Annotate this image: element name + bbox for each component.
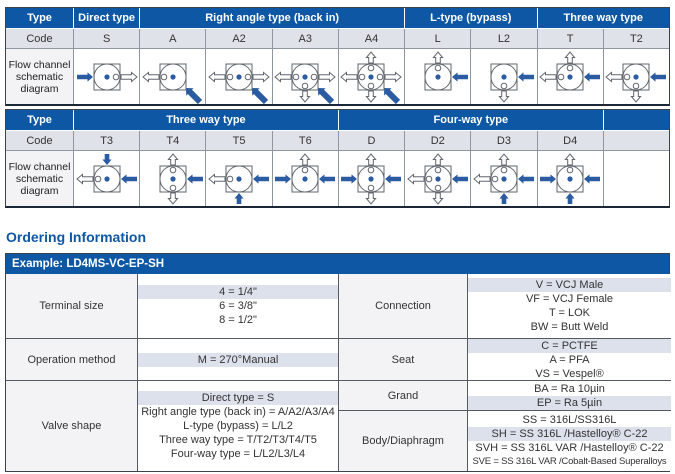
ordering-row-label: Terminal size <box>6 274 137 338</box>
option-item: BA = Ra 10µin <box>534 382 605 395</box>
option-highlighted: 4 = 1/4" <box>138 285 338 299</box>
ordering-row-label: Body/Diaphragm <box>339 410 467 471</box>
group-header-cell: Three way type <box>73 110 338 131</box>
option-item: Three way type = T/T2/T3/T4/T5 <box>159 434 317 446</box>
ordering-options-cell <box>467 410 671 471</box>
type-header-cell: Type <box>6 110 73 131</box>
code-cell: T2 <box>603 29 669 48</box>
option-highlighted: V = VCJ Male <box>468 278 671 292</box>
option-item: Right angle type (back in) = A/A2/A3/A4 <box>141 406 335 418</box>
ordering-options-cell <box>467 274 671 338</box>
code-cell: T4 <box>139 131 205 150</box>
ordering-table <box>5 253 670 472</box>
group-header-cell: Three way type <box>537 8 669 29</box>
ordering-row-label: Connection <box>339 274 467 338</box>
flow-diagram-D4 <box>538 152 602 206</box>
option-highlighted: SH = SS 316L /Hastelloy® C-22 <box>468 427 671 441</box>
flow-diagram-T2 <box>604 50 668 104</box>
flow-diagram-T4 <box>141 152 205 206</box>
group-header-cell: Four-way type <box>338 110 603 131</box>
diagram-cell <box>205 48 271 104</box>
flow-diagram-T5 <box>207 152 271 206</box>
code-cell: A4 <box>338 29 404 48</box>
ordering-body <box>6 274 669 471</box>
flow-diagram-A2 <box>207 50 271 104</box>
option-item: BW = Butt Weld <box>530 321 609 333</box>
option-highlighted: EP = Ra 5µin <box>468 396 671 410</box>
flow-diagram-T <box>538 50 602 104</box>
option-item: SS = 316L/SS316L <box>522 414 617 426</box>
code-cell: T5 <box>205 131 271 150</box>
diagram-cell <box>139 48 205 104</box>
code-cell: T3 <box>73 131 139 150</box>
diagram-cell <box>272 48 338 104</box>
option-highlighted: C = PCTFE <box>468 339 671 353</box>
code-cell: D2 <box>404 131 470 150</box>
option-item: L-type (bypass) = L/L2 <box>183 420 293 432</box>
code-cell: D3 <box>470 131 536 150</box>
flow-diagram-A4 <box>339 50 403 104</box>
option-highlighted: M = 270°Manual <box>138 353 338 367</box>
flow-table-2 <box>5 109 670 208</box>
code-cell: A2 <box>205 29 271 48</box>
ordering-row-label: Operation method <box>6 338 137 380</box>
group-header-cell: L-type (bypass) <box>404 8 536 29</box>
flow-diagram-D <box>339 152 403 206</box>
group-header-cell <box>603 110 669 131</box>
flow-table-1 <box>5 7 670 106</box>
flow-diagram-D3 <box>472 152 536 206</box>
diagram-cell <box>537 48 603 104</box>
code-cell: D <box>338 131 404 150</box>
option-item: 8 = 1/2" <box>219 314 257 326</box>
flow-diagram-L2 <box>472 50 536 104</box>
type-header-cell: Type <box>6 8 73 29</box>
diagram-cell <box>73 48 139 104</box>
ordering-left <box>6 274 338 471</box>
ordering-options-cell <box>467 380 671 410</box>
code-cell: S <box>73 29 139 48</box>
flow-diagram-A <box>141 50 205 104</box>
ordering-heading: Ordering Information <box>6 229 146 245</box>
ordering-options-cell <box>467 338 671 380</box>
ordering-example-bar: Example: LD4MS-VC-EP-SH <box>6 254 669 274</box>
option-item: 6 = 3/8" <box>219 300 257 312</box>
ordering-options-cell <box>137 338 338 380</box>
diagram-cell <box>338 48 404 104</box>
diagram-cell <box>404 48 470 104</box>
option-item: SVE = SS 316L VAR /Cobalt-Based Superalloys <box>472 456 667 467</box>
code-cell: D4 <box>537 131 603 150</box>
diagram-cell <box>470 48 536 104</box>
option-item: T = LOK <box>548 307 591 319</box>
diagram-cell <box>537 150 603 206</box>
flow-diagram-S <box>75 50 139 104</box>
code-cell: L2 <box>470 29 536 48</box>
code-cell <box>603 131 669 150</box>
diagram-cell <box>470 150 536 206</box>
option-item: Four-way type = L/L2/L3/L4 <box>170 448 306 460</box>
code-cell: T6 <box>272 131 338 150</box>
option-item: VF = VCJ Female <box>525 293 614 305</box>
ordering-right <box>338 274 671 471</box>
diagram-cell <box>205 150 271 206</box>
diagram-cell <box>338 150 404 206</box>
diagram-cell <box>603 48 669 104</box>
ordering-row-label: Valve shape <box>6 380 137 471</box>
flow-diagram-D2 <box>406 152 470 206</box>
diagram-cell <box>272 150 338 206</box>
ordering-options-cell <box>137 380 338 471</box>
code-row-label: Code <box>6 131 73 150</box>
code-cell: L <box>404 29 470 48</box>
flow-diagram-T6 <box>273 152 337 206</box>
option-item: A = PFA <box>549 353 590 366</box>
option-item: VS = Vespel® <box>535 367 604 380</box>
group-header-cell: Right angle type (back in) <box>139 8 404 29</box>
ordering-row-label: Grand <box>339 380 467 410</box>
diagram-cell <box>603 150 669 206</box>
group-header-cell: Direct type <box>73 8 139 29</box>
ordering-options-cell <box>137 274 338 338</box>
ordering-row-label: Seat <box>339 338 467 380</box>
code-cell: A <box>139 29 205 48</box>
flow-diagram-T3 <box>75 152 139 206</box>
flow-diagram-A3 <box>273 50 337 104</box>
code-row-label: Code <box>6 29 73 48</box>
code-cell: A3 <box>272 29 338 48</box>
option-highlighted: Direct type = S <box>138 391 338 405</box>
option-item: SVH = SS 316L VAR /Hastelloy® C-22 <box>475 442 664 454</box>
code-cell: T <box>537 29 603 48</box>
diagram-cell <box>139 150 205 206</box>
diagram-row-label: Flow channel schematic diagram <box>6 150 73 206</box>
diagram-row-label: Flow channel schematic diagram <box>6 48 73 104</box>
diagram-cell <box>73 150 139 206</box>
diagram-cell <box>404 150 470 206</box>
flow-diagram-L <box>406 50 470 104</box>
